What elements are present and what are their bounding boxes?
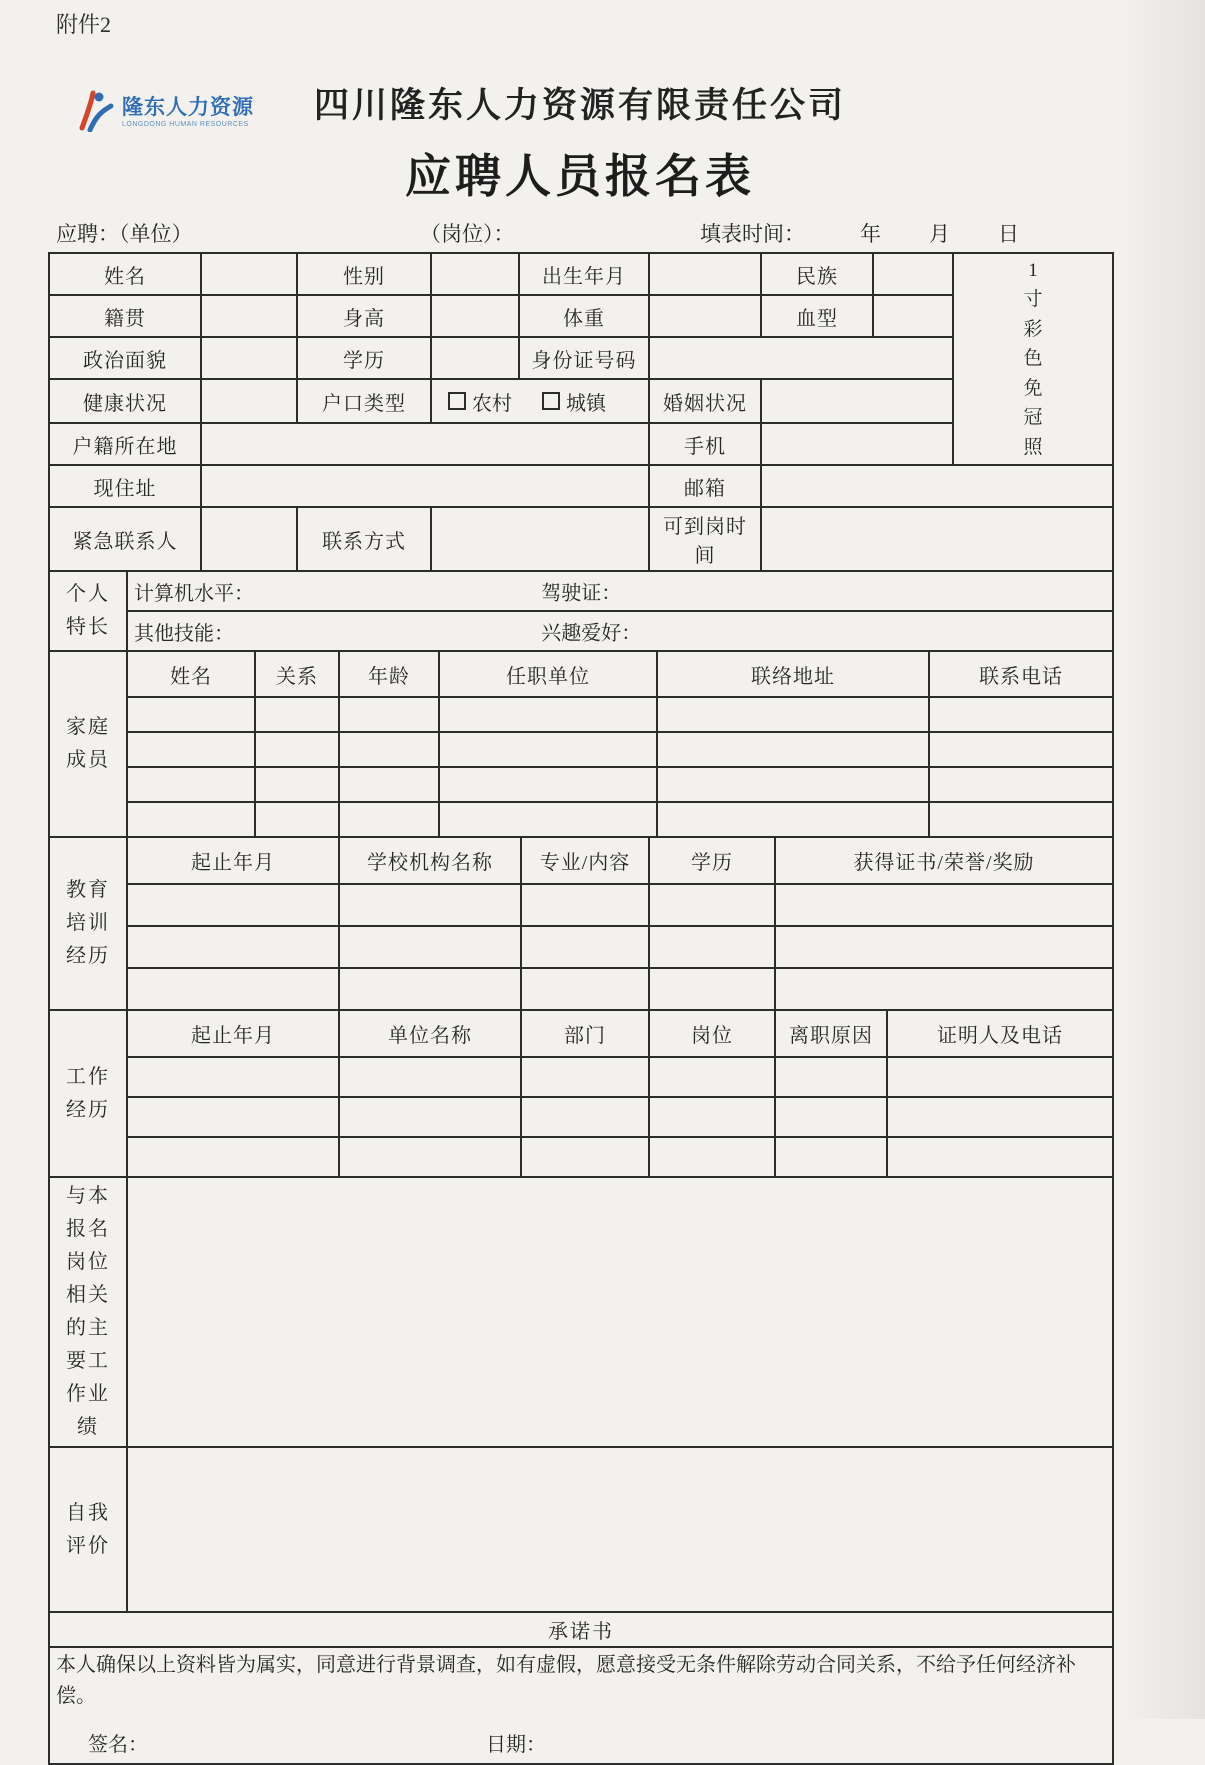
value-current-address — [201, 465, 649, 507]
value-mobile — [761, 423, 953, 465]
logo-english-name: LONGDONG HUMAN RESOURCES — [122, 121, 249, 128]
empty-cell — [127, 697, 255, 732]
achievement-label-text: 与本报名岗位相关的主要工作业绩 — [66, 1185, 110, 1439]
family-section-label — [49, 651, 127, 837]
work-header-period: 起止年月 — [127, 1010, 339, 1057]
work-empty-row — [49, 1097, 1113, 1137]
empty-cell — [339, 968, 521, 1010]
work-header-leaving-reason: 离职原因 — [775, 1010, 887, 1057]
value-gender — [431, 253, 519, 295]
value-available-date — [761, 507, 1113, 571]
work-empty-row — [49, 1137, 1113, 1177]
label-emergency-contact: 紧急联系人 — [49, 507, 201, 571]
value-health — [201, 379, 297, 423]
family-empty-row — [49, 732, 1113, 767]
empty-cell — [929, 802, 1113, 837]
empty-cell — [775, 1137, 887, 1177]
label-other-skills: 其他技能： — [134, 622, 234, 645]
empty-cell — [255, 802, 339, 837]
work-section-label — [49, 1010, 127, 1177]
empty-cell — [521, 1137, 649, 1177]
hukou-type-options — [431, 379, 649, 423]
empty-cell — [339, 802, 439, 837]
specialty-section-label — [49, 571, 127, 651]
hukou-rural-label: 农村 — [472, 392, 512, 415]
empty-cell — [127, 802, 255, 837]
empty-cell — [339, 732, 439, 767]
empty-cell — [127, 926, 339, 968]
label-ethnicity: 民族 — [761, 253, 873, 295]
education-label-text: 教育培训经历 — [66, 879, 110, 968]
education-header-major: 专业/内容 — [521, 837, 649, 884]
fill-date-placeholder: 年 月 日 — [860, 222, 1021, 246]
hukou-urban-option — [542, 387, 606, 416]
empty-cell — [649, 926, 775, 968]
empty-cell — [339, 697, 439, 732]
value-hukou-location — [201, 423, 649, 465]
empty-cell — [339, 926, 521, 968]
empty-cell — [127, 1057, 339, 1097]
photo-note: 1寸彩色免冠照 — [1023, 260, 1043, 458]
empty-cell — [929, 767, 1113, 802]
empty-cell — [775, 926, 1113, 968]
signature-line — [56, 1730, 1106, 1761]
apply-post-label: （岗位）： — [420, 222, 515, 246]
label-education-level: 学历 — [297, 337, 431, 379]
empty-cell — [649, 1097, 775, 1137]
date-label: 日期： — [486, 1734, 546, 1757]
form-meta-line — [48, 218, 1112, 248]
work-header-position: 岗位 — [649, 1010, 775, 1057]
label-driver-license: 驾驶证： — [541, 582, 622, 605]
empty-cell — [127, 1097, 339, 1137]
family-empty-row — [49, 767, 1113, 802]
education-header-school: 学校机构名称 — [339, 837, 521, 884]
family-header-relation: 关系 — [255, 651, 339, 697]
label-computer-skill: 计算机水平： — [134, 582, 254, 605]
value-emergency-contact — [201, 507, 297, 571]
value-email — [761, 465, 1113, 507]
empty-cell — [127, 1137, 339, 1177]
empty-cell — [439, 732, 657, 767]
specialty-row-computer — [127, 571, 1113, 611]
label-gender: 性别 — [297, 253, 431, 295]
apply-unit-label: 应聘：（单位） — [56, 222, 193, 246]
empty-cell — [521, 968, 649, 1010]
empty-cell — [657, 767, 929, 802]
empty-cell — [775, 1057, 887, 1097]
empty-cell — [127, 767, 255, 802]
education-section-label — [49, 837, 127, 1010]
family-header-phone: 联系电话 — [929, 651, 1113, 697]
value-blood-type — [873, 295, 953, 337]
form-title: 应聘人员报名表 — [405, 151, 755, 202]
value-political-status — [201, 337, 297, 379]
empty-cell — [887, 1097, 1113, 1137]
value-name — [201, 253, 297, 295]
commitment-body-cell — [49, 1647, 1113, 1764]
empty-cell — [649, 1137, 775, 1177]
empty-cell — [521, 926, 649, 968]
work-experience-section — [48, 1009, 1114, 1178]
empty-cell — [887, 1057, 1113, 1097]
empty-cell — [339, 1097, 521, 1137]
achievement-section — [48, 1176, 1114, 1448]
label-available-date: 可到岗时间 — [649, 507, 761, 571]
hukou-rural-option — [448, 387, 512, 416]
attachment-label: 附件2 — [56, 12, 112, 37]
label-health: 健康状况 — [49, 379, 201, 423]
empty-cell — [657, 802, 929, 837]
achievement-section-label — [49, 1177, 127, 1447]
basic-info-section — [48, 252, 1114, 572]
work-header-department: 部门 — [521, 1010, 649, 1057]
company-name: 四川隆东人力资源有限责任公司 — [313, 86, 846, 125]
empty-cell — [775, 968, 1113, 1010]
self-evaluation-section-label — [49, 1447, 127, 1612]
education-empty-row — [49, 926, 1113, 968]
empty-cell — [255, 732, 339, 767]
empty-cell — [439, 802, 657, 837]
work-label-text: 工作经历 — [66, 1065, 110, 1121]
empty-cell — [521, 884, 649, 926]
empty-cell — [775, 884, 1113, 926]
form-header — [48, 72, 1112, 214]
family-header-name: 姓名 — [127, 651, 255, 697]
commitment-section — [48, 1611, 1114, 1765]
family-members-section — [48, 650, 1114, 838]
label-hukou-location: 户籍所在地 — [49, 423, 201, 465]
label-marital-status: 婚姻状况 — [649, 379, 761, 423]
logo-chinese-name: 隆东人力资源 — [122, 96, 254, 119]
value-contact-method — [431, 507, 649, 571]
label-id-number: 身份证号码 — [519, 337, 649, 379]
commitment-title: 承诺书 — [49, 1612, 1113, 1647]
label-contact-method: 联系方式 — [297, 507, 431, 571]
fill-time-label: 填表时间： — [700, 222, 805, 246]
hukou-urban-label: 城镇 — [566, 392, 606, 415]
empty-cell — [649, 884, 775, 926]
family-empty-row — [49, 802, 1113, 837]
education-header-period: 起止年月 — [127, 837, 339, 884]
checkbox-rural-icon — [448, 392, 466, 410]
value-education-level — [431, 337, 519, 379]
empty-cell — [657, 697, 929, 732]
empty-cell — [127, 732, 255, 767]
label-hukou-type: 户口类型 — [297, 379, 431, 423]
label-political-status: 政治面貌 — [49, 337, 201, 379]
application-form-table — [48, 252, 1112, 1765]
value-weight — [649, 295, 761, 337]
empty-cell — [127, 968, 339, 1010]
empty-cell — [339, 1137, 521, 1177]
empty-cell — [127, 884, 339, 926]
label-birth: 出生年月 — [519, 253, 649, 295]
personal-specialty-section — [48, 570, 1114, 652]
education-header-degree: 学历 — [649, 837, 775, 884]
specialty-row-other — [127, 611, 1113, 651]
label-hobbies: 兴趣爱好： — [541, 622, 642, 645]
empty-cell — [929, 732, 1113, 767]
education-empty-row — [49, 968, 1113, 1010]
commitment-text: 本人确保以上资料皆为属实，同意进行背景调查，如有虚假，愿意接受无条件解除劳动合同关系，不给予任何经济补偿。 — [56, 1654, 1076, 1708]
family-header-address: 联络地址 — [657, 651, 929, 697]
label-email: 邮箱 — [649, 465, 761, 507]
empty-cell — [657, 732, 929, 767]
empty-cell — [649, 1057, 775, 1097]
achievement-content-area — [127, 1177, 1113, 1447]
education-empty-row — [49, 884, 1113, 926]
checkbox-urban-icon — [542, 392, 560, 410]
label-height: 身高 — [297, 295, 431, 337]
empty-cell — [887, 1137, 1113, 1177]
self-evaluation-content-area — [127, 1447, 1113, 1612]
empty-cell — [255, 767, 339, 802]
empty-cell — [255, 697, 339, 732]
signature-label: 签名： — [88, 1734, 148, 1757]
family-empty-row — [49, 697, 1113, 732]
value-birth — [649, 253, 761, 295]
label-blood-type: 血型 — [761, 295, 873, 337]
self-evaluation-label-text: 自我评价 — [66, 1501, 110, 1557]
label-current-address: 现住址 — [49, 465, 201, 507]
empty-cell — [339, 1057, 521, 1097]
education-header-certificates: 获得证书/荣誉/奖励 — [775, 837, 1113, 884]
label-name: 姓名 — [49, 253, 201, 295]
photo-placeholder-cell — [953, 253, 1113, 465]
value-native-place — [201, 295, 297, 337]
education-section — [48, 836, 1114, 1011]
value-height — [431, 295, 519, 337]
family-header-age: 年龄 — [339, 651, 439, 697]
empty-cell — [439, 697, 657, 732]
work-header-reference: 证明人及电话 — [887, 1010, 1113, 1057]
empty-cell — [339, 884, 521, 926]
empty-cell — [521, 1097, 649, 1137]
value-ethnicity — [873, 253, 953, 295]
empty-cell — [339, 767, 439, 802]
value-id-number — [649, 337, 953, 379]
work-header-company: 单位名称 — [339, 1010, 521, 1057]
label-native-place: 籍贯 — [49, 295, 201, 337]
specialty-label-text: 个人特长 — [66, 583, 110, 639]
label-weight: 体重 — [519, 295, 649, 337]
empty-cell — [521, 1057, 649, 1097]
label-mobile: 手机 — [649, 423, 761, 465]
value-marital-status — [761, 379, 953, 423]
empty-cell — [439, 767, 657, 802]
family-header-employer: 任职单位 — [439, 651, 657, 697]
self-evaluation-section — [48, 1446, 1114, 1613]
family-label-text: 家庭成员 — [66, 716, 110, 772]
work-empty-row — [49, 1057, 1113, 1097]
empty-cell — [929, 697, 1113, 732]
empty-cell — [649, 968, 775, 1010]
empty-cell — [775, 1097, 887, 1137]
